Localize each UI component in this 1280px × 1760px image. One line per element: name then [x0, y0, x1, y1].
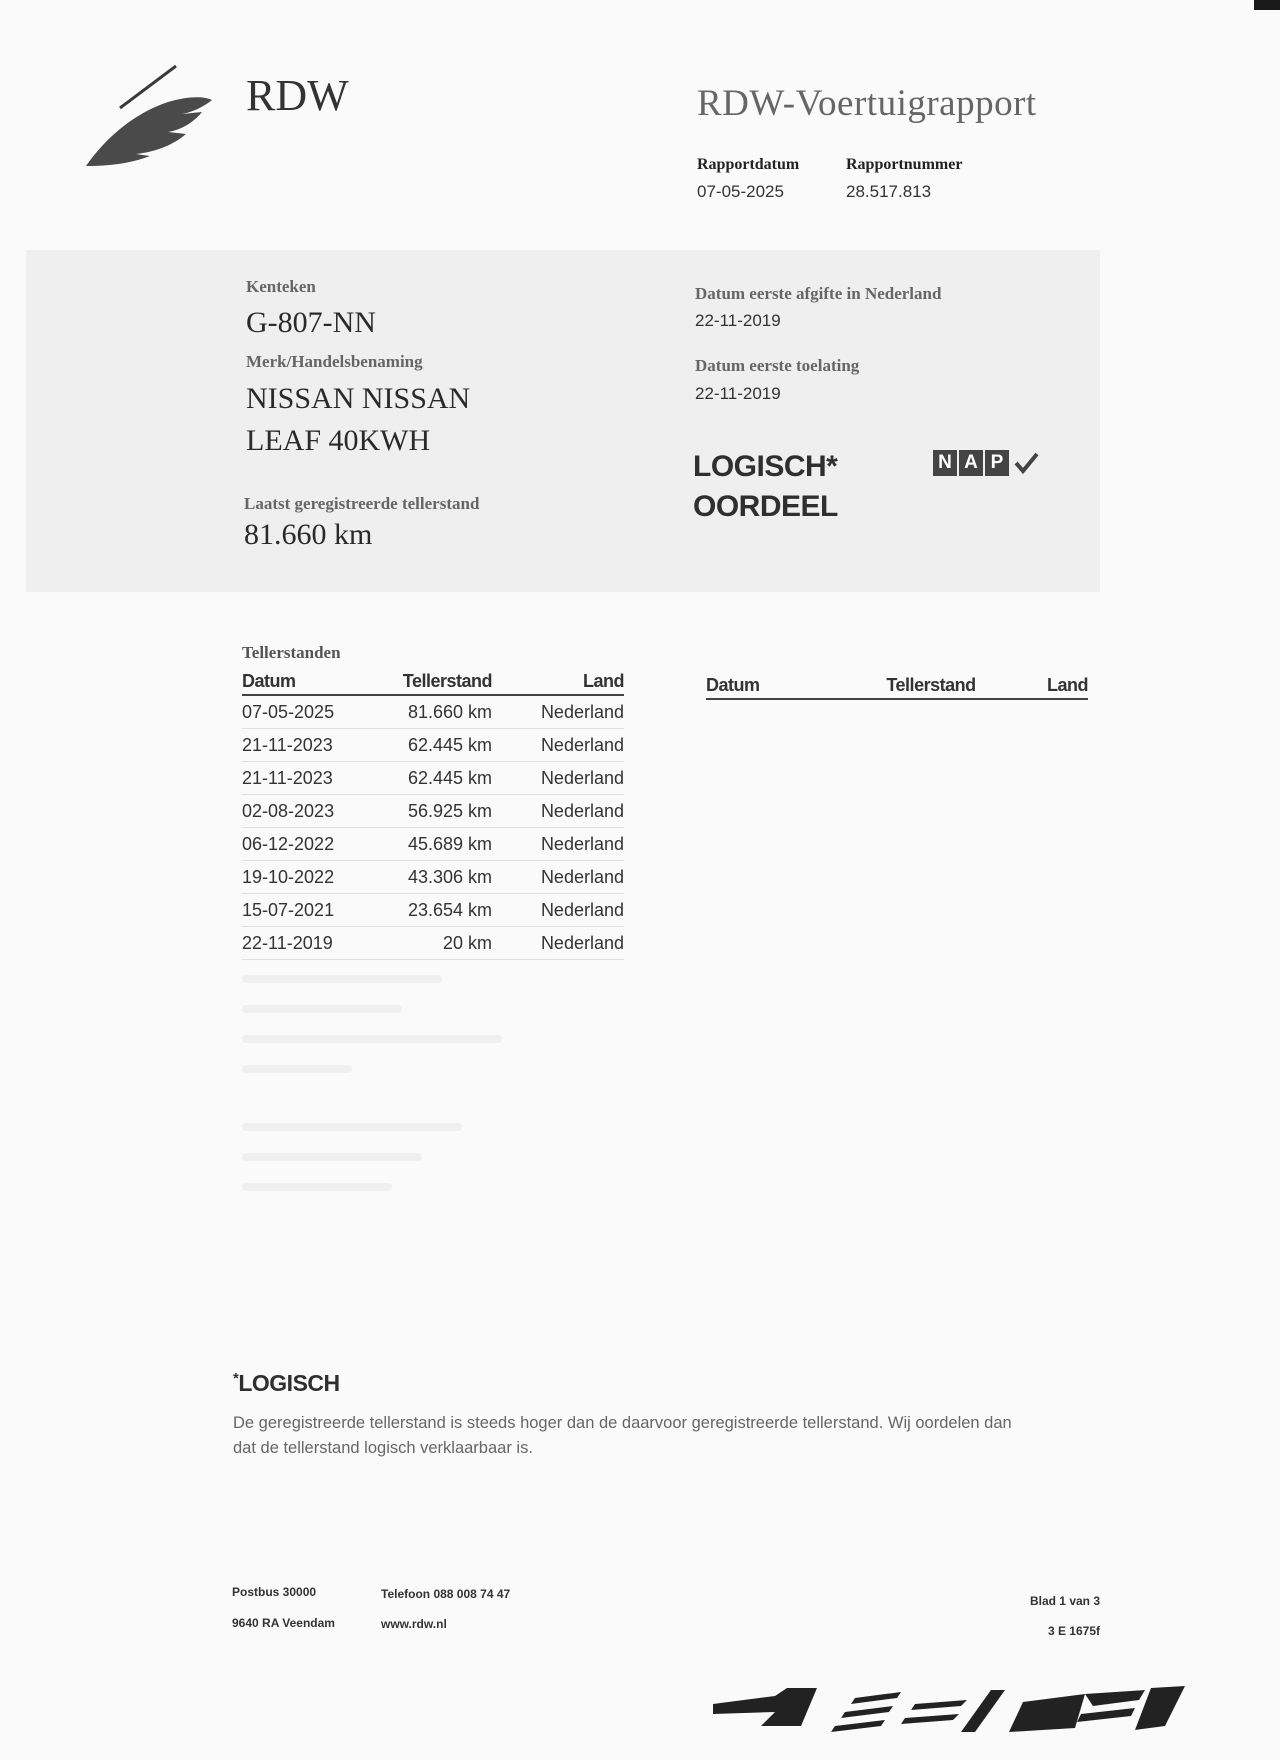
table-row: [242, 729, 624, 762]
row-tellerstand: 56.925 km: [407, 800, 492, 821]
row-datum: 06-12-2022: [242, 833, 335, 854]
footer-telefoon: Telefoon 088 008 74 47: [381, 1587, 511, 1601]
row-land: Nederland: [540, 800, 624, 821]
row-land: Nederland: [540, 701, 624, 722]
toelating-label: Datum eerste toelating: [695, 356, 860, 375]
table-header: [242, 671, 624, 696]
table-row: [242, 795, 624, 828]
column-header-land: Land: [1047, 675, 1088, 695]
column-header-tellerstand: Tellerstand: [402, 671, 492, 691]
row-land: Nederland: [540, 932, 624, 953]
row-tellerstand: 23.654 km: [407, 899, 492, 920]
nap-letter: P: [985, 450, 1009, 476]
row-datum: 15-07-2021: [242, 899, 335, 920]
table-row: [242, 762, 624, 795]
row-datum: 21-11-2023: [242, 767, 333, 788]
afgifte-label: Datum eerste afgifte in Nederland: [695, 284, 942, 303]
footer-page-number: Blad 1 van 3: [1029, 1594, 1100, 1608]
nap-letter: A: [959, 450, 983, 476]
column-header-tellerstand: Tellerstand: [886, 675, 976, 695]
verdict-line-1: LOGISCH*: [693, 450, 838, 483]
tellerstanden-section-label: Tellerstanden: [242, 643, 341, 662]
table-row: [242, 894, 624, 927]
verdict-line-2: OORDEEL: [693, 490, 838, 523]
column-header-datum: Datum: [706, 675, 760, 695]
note-text-line-1: De geregistreerde tellerstand is steeds hoger dan de daarvoor geregistreerde tellerstand. Wij oordelen dan: [233, 1414, 1012, 1432]
show-through-marks: [242, 975, 542, 1191]
note-text-line-2: dat de tellerstand logisch verklaarbaar is.: [233, 1439, 533, 1457]
footer-postbus: Postbus 30000: [232, 1585, 317, 1599]
kenteken-label: Kenteken: [246, 277, 316, 296]
tellerstanden-table: [242, 671, 624, 960]
merk-line-2: LEAF 40KWH: [246, 424, 431, 457]
note-title: [233, 1370, 340, 1397]
row-land: Nederland: [540, 833, 624, 854]
table-header: [706, 675, 1088, 700]
note-text: [233, 1411, 1113, 1461]
brand-name: RDW: [246, 71, 349, 120]
scan-corner-mark: [1254, 0, 1280, 10]
footer-city: 9640 RA Veendam: [232, 1616, 335, 1630]
column-header-datum: Datum: [242, 671, 296, 691]
table-row: [242, 828, 624, 861]
row-datum: 21-11-2023: [242, 734, 333, 755]
note-asterisk: *: [233, 1370, 239, 1387]
row-datum: 02-08-2023: [242, 800, 335, 821]
row-tellerstand: 43.306 km: [407, 866, 492, 887]
merk-line-1: NISSAN NISSAN: [246, 382, 471, 415]
rapportnummer-label: Rapportnummer: [846, 156, 963, 173]
row-datum: 07-05-2025: [242, 701, 335, 722]
row-datum: 19-10-2022: [242, 866, 335, 887]
footer-barcode-stripes-icon: [705, 1680, 1225, 1745]
nap-logo: [933, 448, 1041, 478]
tellerstand-label: Laatst geregistreerde tellerstand: [244, 494, 480, 513]
tellerstand-value: 81.660 km: [244, 518, 373, 551]
table-row: [242, 927, 624, 960]
note-title-text: LOGISCH: [238, 1370, 340, 1396]
row-tellerstand: 81.660 km: [407, 701, 492, 722]
footer-code: 3 E 1675f: [1047, 1624, 1100, 1638]
row-tellerstand: 62.445 km: [407, 734, 492, 755]
row-land: Nederland: [540, 899, 624, 920]
footer-website[interactable]: www.rdw.nl: [381, 1617, 447, 1631]
table-row: [242, 861, 624, 894]
row-tellerstand: 45.689 km: [407, 833, 492, 854]
nap-letter: N: [933, 450, 957, 476]
merk-label: Merk/Handelsbenaming: [246, 352, 423, 371]
row-datum: 22-11-2019: [242, 932, 333, 953]
kenteken-value: G-807-NN: [246, 306, 376, 339]
row-tellerstand: 62.445 km: [407, 767, 492, 788]
tellerstanden-table-right: [706, 675, 1088, 700]
report-title: RDW-Voertuigrapport: [697, 83, 1037, 124]
table-row: [242, 696, 624, 729]
toelating-value: 22-11-2019: [695, 384, 781, 403]
row-land: Nederland: [540, 734, 624, 755]
rapportnummer-value: 28.517.813: [846, 182, 932, 201]
row-tellerstand: 20 km: [442, 932, 492, 953]
rapportdatum-value: 07-05-2025: [697, 182, 784, 201]
checkmark-icon: [1011, 448, 1041, 478]
row-land: Nederland: [540, 767, 624, 788]
row-land: Nederland: [540, 866, 624, 887]
rdw-logo-icon: [84, 60, 214, 175]
column-header-land: Land: [583, 671, 624, 691]
rapportdatum-label: Rapportdatum: [697, 156, 800, 173]
afgifte-value: 22-11-2019: [695, 311, 781, 330]
